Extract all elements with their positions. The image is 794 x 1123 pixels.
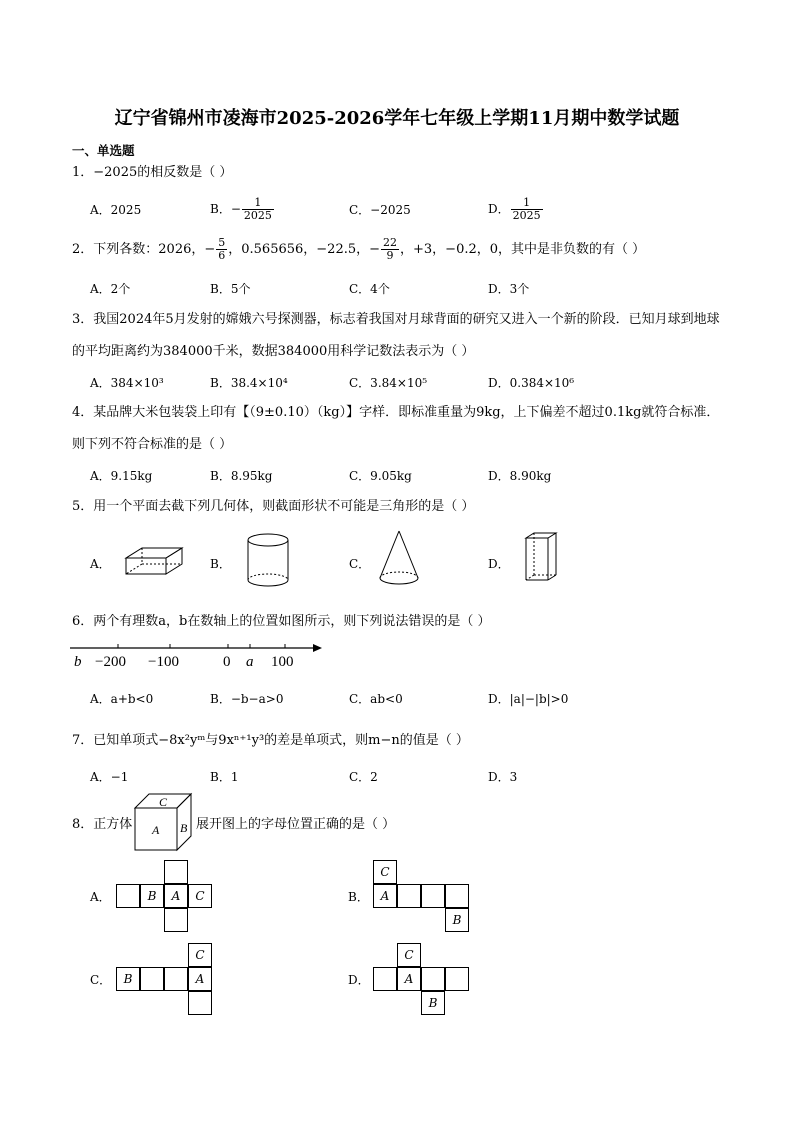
q8-option-c: C． [90, 973, 112, 987]
q4-option-a: A．9.15kg [90, 469, 153, 483]
net-square [373, 967, 397, 991]
net-square: B [445, 908, 469, 932]
axis-label-a: a [246, 654, 254, 670]
q8-option-a: A． [90, 890, 111, 904]
axis-label-b: b [74, 654, 82, 670]
net-square: B [116, 967, 140, 991]
fraction-numerator: 1 [511, 197, 543, 210]
q8-option-b: B． [348, 890, 369, 904]
q8-stem-start: 8．正方体 [72, 817, 133, 832]
net-square: B [140, 884, 164, 908]
net-square [164, 967, 188, 991]
net-square: C [397, 943, 421, 967]
number-line [70, 640, 330, 674]
q5-option-d: D． [488, 557, 510, 571]
q2-stem [72, 237, 645, 262]
cylinder-figure [242, 530, 294, 592]
q3-option-a: A．384×10³ [90, 376, 164, 390]
q1-option-d-fraction [511, 197, 543, 222]
net-square [140, 967, 164, 991]
fraction-denominator: 2025 [512, 209, 541, 222]
q7-option-a: A．−1 [90, 770, 129, 784]
net-square: A [188, 967, 212, 991]
net-square [421, 967, 445, 991]
q1-option-a: A．2025 [90, 203, 142, 217]
q6-option-d: D．|a|−|b|>0 [488, 692, 569, 706]
q2-stem-part: ，+3，−0.2，0，其中是非负数的有（ ） [400, 242, 646, 257]
q1-option-b [210, 197, 275, 222]
cube-label-top: C [159, 795, 168, 809]
section-heading: 一、单选题 [72, 143, 135, 158]
q3-stem: 3．我国2024年5月发射的嫦娥六号探测器，标志着我国对月球背面的研究又进入一个新的阶段．已知月球到地球的平均距离约为384000千米，数据384000用科学记数法表示为（ ） [72, 312, 720, 359]
q2-option-b: B．5个 [210, 282, 251, 296]
q2-option-a: A．2个 [90, 282, 131, 296]
net-square: A [397, 967, 421, 991]
fraction-numerator: 5 [218, 236, 226, 249]
net-square [421, 884, 445, 908]
q6-stem: 6．两个有理数a，b在数轴上的位置如图所示，则下列说法错误的是（ ） [72, 614, 491, 629]
q7-option-c: C．2 [349, 770, 378, 784]
net-square: C [373, 860, 397, 884]
net-square [164, 908, 188, 932]
axis-label-neg200: −200 [95, 654, 126, 670]
q6-option-b: B．−b−a>0 [210, 692, 284, 706]
q5-option-c: C． [349, 557, 371, 571]
net-square [164, 860, 188, 884]
net-square: A [373, 884, 397, 908]
q1-option-b-fraction [242, 197, 274, 222]
q1-option-d-prefix: D． [488, 202, 510, 216]
page-title: 辽宁省锦州市凌海市2025-2026学年七年级上学期11月期中数学试题 [114, 108, 680, 129]
cube-label-front: A [152, 823, 160, 837]
cuboid-figure [122, 542, 186, 582]
q5-stem: 5．用一个平面去截下列几何体，则截面形状不可能是三角形的是（ ） [72, 499, 475, 514]
q2-fraction-1 [216, 237, 227, 262]
cube-label-side: B [180, 821, 188, 835]
fraction-denominator: 6 [218, 249, 226, 262]
cone-figure [376, 528, 422, 590]
q5-option-b: B． [210, 557, 231, 571]
q2-option-d: D．3个 [488, 282, 530, 296]
q8-option-d: D． [348, 973, 370, 987]
axis-label-zero: 0 [223, 654, 231, 670]
q1-option-c: C．−2025 [349, 203, 411, 217]
q4-option-c: C．9.05kg [349, 469, 412, 483]
q3-option-c: C．3.84×10⁵ [349, 376, 428, 390]
q7-option-d: D．3 [488, 770, 518, 784]
net-square [445, 884, 469, 908]
q2-stem-part: ，0.565656，−22.5，− [228, 242, 381, 257]
q8-stem-end: 展开图上的字母位置正确的是（ ） [196, 817, 396, 832]
net-square: B [421, 991, 445, 1015]
q3-option-b: B．38.4×10⁴ [210, 376, 288, 390]
q6-option-c: C．ab<0 [349, 692, 403, 706]
axis-label-100: 100 [271, 654, 294, 670]
q6-option-a: A．a+b<0 [90, 692, 154, 706]
q2-fraction-2 [381, 237, 399, 262]
net-square [445, 967, 469, 991]
q5-option-a: A． [90, 557, 111, 571]
axis-label-neg100: −100 [148, 654, 179, 670]
fraction-numerator: 22 [383, 236, 398, 249]
q7-option-b: B．1 [210, 770, 239, 784]
net-square: A [164, 884, 188, 908]
cube-figure [133, 792, 195, 854]
q1-stem: 1．−2025的相反数是（ ） [72, 165, 233, 180]
fraction-numerator: 1 [242, 197, 274, 210]
q7-stem: 7．已知单项式−8x²yᵐ与9xⁿ⁺¹y³的差是单项式，则m−n的值是（ ） [72, 733, 469, 748]
q4-stem: 4．某品牌大米包装袋上印有【（9±0.10）（kg）】字样．即标准重量为9kg，上下偏差不超过0.1kg就符合标准．则下列不符合标准的是（ ） [72, 405, 720, 452]
net-square [116, 884, 140, 908]
q2-stem-part: 2．下列各数：2026，− [72, 242, 216, 257]
net-square [397, 884, 421, 908]
net-square [188, 991, 212, 1015]
q4-option-b: B．8.95kg [210, 469, 273, 483]
prism-figure [520, 530, 564, 594]
q3-option-d: D．0.384×10⁶ [488, 376, 575, 390]
fraction-denominator: 2025 [243, 209, 272, 222]
net-square: C [188, 884, 212, 908]
q4-option-d: D．8.90kg [488, 469, 552, 483]
q1-option-b-prefix: B．− [210, 202, 241, 216]
net-square: C [188, 943, 212, 967]
q1-option-d [488, 197, 544, 222]
q2-option-c: C．4个 [349, 282, 390, 296]
fraction-denominator: 9 [386, 249, 394, 262]
